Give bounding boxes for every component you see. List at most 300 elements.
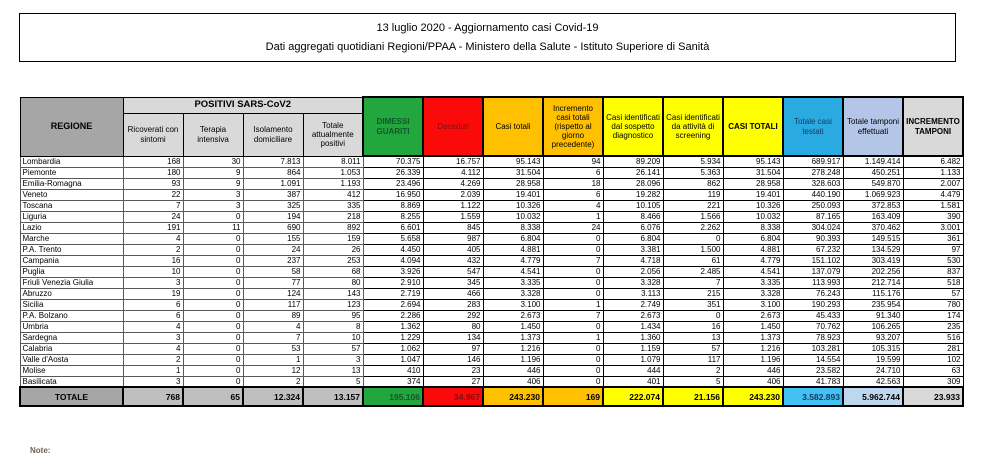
value-cell: 7 [543, 310, 603, 321]
region-row [20, 343, 963, 354]
value-cell: 325 [243, 200, 303, 211]
value-cell: 30 [183, 156, 243, 167]
value-cell: 1.500 [663, 244, 723, 255]
bulletin-subtitle: Dati aggregati quotidiani Regioni/PPAA - Ministero della Salute - Istituto Superiore di Sanità [265, 41, 710, 54]
value-cell: 26.339 [363, 167, 423, 178]
value-cell: 23 [423, 365, 483, 376]
value-cell: 1.122 [423, 200, 483, 211]
value-cell: 3.328 [723, 288, 783, 299]
value-cell: 518 [903, 277, 963, 288]
value-cell: 3.100 [483, 299, 543, 310]
value-cell: 4.479 [903, 189, 963, 200]
value-cell: 90.393 [783, 233, 843, 244]
value-cell: 12.324 [243, 387, 303, 406]
value-cell: 8 [303, 321, 363, 332]
value-cell: 94 [543, 156, 603, 167]
value-cell: 215 [663, 288, 723, 299]
region-row [20, 222, 963, 233]
region-name: Puglia [20, 266, 123, 277]
value-cell: 68 [303, 266, 363, 277]
value-cell: 0 [183, 321, 243, 332]
region-name: Toscana [20, 200, 123, 211]
value-cell: 1.193 [303, 178, 363, 189]
value-cell: 16 [123, 255, 183, 266]
value-cell: 123 [303, 299, 363, 310]
value-cell: 4 [123, 233, 183, 244]
value-cell: 168 [123, 156, 183, 167]
value-cell: 530 [903, 255, 963, 266]
value-cell: 0 [543, 321, 603, 332]
value-cell: 19.599 [843, 354, 903, 365]
value-cell: 6 [543, 189, 603, 200]
value-cell: 2.485 [663, 266, 723, 277]
value-cell: 2.719 [363, 288, 423, 299]
value-cell: 549.870 [843, 178, 903, 189]
region-name: Umbria [20, 321, 123, 332]
header-casi-totali-caps: CASI TOTALI [723, 97, 783, 156]
value-cell: 91.340 [843, 310, 903, 321]
value-cell: 14.554 [783, 354, 843, 365]
value-cell: 845 [423, 222, 483, 233]
value-cell: 0 [183, 343, 243, 354]
value-cell: 134 [423, 332, 483, 343]
value-cell: 13.157 [303, 387, 363, 406]
value-cell: 1.581 [903, 200, 963, 211]
value-cell: 16.757 [423, 156, 483, 167]
value-cell: 2.673 [603, 310, 663, 321]
value-cell: 837 [903, 266, 963, 277]
value-cell: 1.091 [243, 178, 303, 189]
region-name: Calabria [20, 343, 123, 354]
value-cell: 390 [903, 211, 963, 222]
value-cell: 5 [303, 376, 363, 387]
value-cell: 5 [663, 376, 723, 387]
region-name: Sardegna [20, 332, 123, 343]
value-cell: 11 [183, 222, 243, 233]
value-cell: 105.315 [843, 343, 903, 354]
value-cell: 4.094 [363, 255, 423, 266]
value-cell: 235 [903, 321, 963, 332]
value-cell: 93.207 [843, 332, 903, 343]
value-cell: 8.466 [603, 211, 663, 222]
value-cell: 19.401 [483, 189, 543, 200]
value-cell: 3 [123, 376, 183, 387]
value-cell: 4 [243, 321, 303, 332]
value-cell: 387 [243, 189, 303, 200]
value-cell: 27 [423, 376, 483, 387]
value-cell: 70.375 [363, 156, 423, 167]
value-cell: 0 [183, 211, 243, 222]
value-cell: 0 [543, 233, 603, 244]
value-cell: 0 [543, 277, 603, 288]
value-cell: 0 [663, 233, 723, 244]
value-cell: 412 [303, 189, 363, 200]
value-cell: 370.462 [843, 222, 903, 233]
value-cell: 4.541 [723, 266, 783, 277]
region-row [20, 321, 963, 332]
value-cell: 2.262 [663, 222, 723, 233]
value-cell: 1.450 [723, 321, 783, 332]
value-cell: 10.326 [723, 200, 783, 211]
region-row [20, 310, 963, 321]
value-cell: 159 [303, 233, 363, 244]
value-cell: 235.954 [843, 299, 903, 310]
value-cell: 10.326 [483, 200, 543, 211]
region-row [20, 233, 963, 244]
value-cell: 446 [723, 365, 783, 376]
region-row [20, 365, 963, 376]
value-cell: 3.001 [903, 222, 963, 233]
region-row [20, 244, 963, 255]
region-row [20, 332, 963, 343]
value-cell: 31.504 [483, 167, 543, 178]
value-cell: 13 [663, 332, 723, 343]
value-cell: 22 [123, 189, 183, 200]
value-cell: 0 [543, 376, 603, 387]
value-cell: 444 [603, 365, 663, 376]
value-cell: 1.133 [903, 167, 963, 178]
header-totale-casi-testati: Totale casi testati [783, 97, 843, 156]
value-cell: 4 [123, 321, 183, 332]
value-cell: 16.950 [363, 189, 423, 200]
region-name: Valle d'Aosta [20, 354, 123, 365]
value-cell: 95 [303, 310, 363, 321]
value-cell: 7 [663, 277, 723, 288]
value-cell: 10.032 [483, 211, 543, 222]
value-cell: 1.196 [483, 354, 543, 365]
value-cell: 222.074 [603, 387, 663, 406]
value-cell: 0 [183, 332, 243, 343]
value-cell: 8.338 [483, 222, 543, 233]
value-cell: 1.373 [483, 332, 543, 343]
value-cell: 1 [123, 365, 183, 376]
value-cell: 212.714 [843, 277, 903, 288]
value-cell: 4.718 [603, 255, 663, 266]
value-cell: 78.923 [783, 332, 843, 343]
region-name: Marche [20, 233, 123, 244]
value-cell: 6 [123, 310, 183, 321]
value-cell: 63 [903, 365, 963, 376]
header-casi-screening: Casi identificati da attività di screening [663, 97, 723, 156]
region-name: Molise [20, 365, 123, 376]
value-cell: 0 [543, 244, 603, 255]
value-cell: 1 [243, 354, 303, 365]
value-cell: 987 [423, 233, 483, 244]
table-body [20, 156, 963, 406]
header-totale-positivi: Totale attualmente positivi [303, 113, 363, 156]
region-name: Emilia-Romagna [20, 178, 123, 189]
header-isolamento: Isolamento domiciliare [243, 113, 303, 156]
value-cell: 406 [723, 376, 783, 387]
value-cell: 67.232 [783, 244, 843, 255]
value-cell: 1.373 [723, 332, 783, 343]
value-cell: 143 [303, 288, 363, 299]
value-cell: 0 [183, 354, 243, 365]
value-cell: 446 [483, 365, 543, 376]
value-cell: 351 [663, 299, 723, 310]
value-cell: 97 [423, 343, 483, 354]
value-cell: 0 [183, 299, 243, 310]
region-name: Basilicata [20, 376, 123, 387]
value-cell: 4.779 [483, 255, 543, 266]
value-cell: 2.749 [603, 299, 663, 310]
value-cell: 97 [903, 244, 963, 255]
value-cell: 3 [183, 189, 243, 200]
value-cell: 2.694 [363, 299, 423, 310]
value-cell: 1 [543, 332, 603, 343]
value-cell: 89.209 [603, 156, 663, 167]
value-cell: 3 [183, 200, 243, 211]
region-name: Lombardia [20, 156, 123, 167]
value-cell: 892 [303, 222, 363, 233]
header-row-group [20, 97, 963, 113]
value-cell: 103.281 [783, 343, 843, 354]
value-cell: 70.762 [783, 321, 843, 332]
value-cell: 466 [423, 288, 483, 299]
value-cell: 137.079 [783, 266, 843, 277]
value-cell: 195.106 [363, 387, 423, 406]
header-incremento-tamponi: INCREMENTO TAMPONI [903, 97, 963, 156]
value-cell: 4.450 [363, 244, 423, 255]
value-cell: 1.450 [483, 321, 543, 332]
value-cell: 3.328 [603, 277, 663, 288]
value-cell: 45.433 [783, 310, 843, 321]
region-name: Piemonte [20, 167, 123, 178]
region-name: P.A. Trento [20, 244, 123, 255]
value-cell: 31.504 [723, 167, 783, 178]
value-cell: 8.255 [363, 211, 423, 222]
value-cell: 1.216 [723, 343, 783, 354]
value-cell: 5.363 [663, 167, 723, 178]
header-positivi-group: POSITIVI SARS-CoV2 [123, 97, 363, 113]
value-cell: 406 [483, 376, 543, 387]
value-cell: 9 [183, 167, 243, 178]
header-terapia-intensiva: Terapia intensiva [183, 113, 243, 156]
region-row [20, 376, 963, 387]
value-cell: 253 [303, 255, 363, 266]
value-cell: 1.196 [723, 354, 783, 365]
value-cell: 28.958 [483, 178, 543, 189]
header-deceduti: Deceduti [423, 97, 483, 156]
value-cell: 2.673 [483, 310, 543, 321]
value-cell: 7.813 [243, 156, 303, 167]
value-cell: 410 [363, 365, 423, 376]
value-cell: 169 [543, 387, 603, 406]
value-cell: 0 [183, 255, 243, 266]
value-cell: 6 [543, 167, 603, 178]
value-cell: 243.230 [483, 387, 543, 406]
value-cell: 335 [303, 200, 363, 211]
header-totale-tamponi: Totale tamponi effettuati [843, 97, 903, 156]
value-cell: 10 [123, 266, 183, 277]
value-cell: 1 [543, 299, 603, 310]
value-cell: 202.256 [843, 266, 903, 277]
value-cell: 95.143 [483, 156, 543, 167]
value-cell: 80 [303, 277, 363, 288]
region-row [20, 189, 963, 200]
value-cell: 1.047 [363, 354, 423, 365]
value-cell: 292 [423, 310, 483, 321]
bulletin-title: 13 luglio 2020 - Aggiornamento casi Covid-19 [376, 21, 599, 34]
value-cell: 3.328 [483, 288, 543, 299]
value-cell: 780 [903, 299, 963, 310]
value-cell: 24 [243, 244, 303, 255]
region-row [20, 178, 963, 189]
value-cell: 18 [543, 178, 603, 189]
value-cell: 1.053 [303, 167, 363, 178]
region-name: Liguria [20, 211, 123, 222]
value-cell: 19.401 [723, 189, 783, 200]
value-cell: 0 [183, 376, 243, 387]
value-cell: 1.069.923 [843, 189, 903, 200]
value-cell: 87.165 [783, 211, 843, 222]
value-cell: 23.496 [363, 178, 423, 189]
value-cell: 6.804 [603, 233, 663, 244]
value-cell: 134.529 [843, 244, 903, 255]
value-cell: 0 [183, 310, 243, 321]
value-cell: 4.112 [423, 167, 483, 178]
value-cell: 4 [543, 200, 603, 211]
region-row [20, 288, 963, 299]
value-cell: 12 [243, 365, 303, 376]
value-cell: 0 [543, 266, 603, 277]
value-cell: 180 [123, 167, 183, 178]
value-cell: 405 [423, 244, 483, 255]
value-cell: 19.282 [603, 189, 663, 200]
value-cell: 4.541 [483, 266, 543, 277]
value-cell: 283 [423, 299, 483, 310]
region-row [20, 299, 963, 310]
value-cell: 21.156 [663, 387, 723, 406]
value-cell: 7 [543, 255, 603, 266]
value-cell: 218 [303, 211, 363, 222]
value-cell: 61 [663, 255, 723, 266]
value-cell: 57 [663, 343, 723, 354]
value-cell: 28.958 [723, 178, 783, 189]
total-label: TOTALE [20, 387, 123, 406]
region-name: P.A. Bolzano [20, 310, 123, 321]
value-cell: 7 [123, 200, 183, 211]
value-cell: 1.149.414 [843, 156, 903, 167]
value-cell: 1.079 [603, 354, 663, 365]
value-cell: 0 [543, 343, 603, 354]
value-cell: 1.434 [603, 321, 663, 332]
value-cell: 115.176 [843, 288, 903, 299]
value-cell: 0 [663, 310, 723, 321]
value-cell: 23.933 [903, 387, 963, 406]
value-cell: 41.783 [783, 376, 843, 387]
header-regione: REGIONE [20, 97, 123, 156]
value-cell: 1 [543, 211, 603, 222]
value-cell: 6 [123, 299, 183, 310]
value-cell: 42.563 [843, 376, 903, 387]
value-cell: 0 [543, 288, 603, 299]
covid-region-table [19, 96, 964, 407]
value-cell: 345 [423, 277, 483, 288]
value-cell: 3.335 [483, 277, 543, 288]
value-cell: 65 [183, 387, 243, 406]
value-cell: 221 [663, 200, 723, 211]
header-dimessi-guariti: DIMESSI GUARITI [363, 97, 423, 156]
note-label: Note: [30, 446, 51, 455]
value-cell: 7 [243, 332, 303, 343]
value-cell: 1.216 [483, 343, 543, 354]
value-cell: 80 [423, 321, 483, 332]
region-row [20, 354, 963, 365]
value-cell: 864 [243, 167, 303, 178]
value-cell: 26 [303, 244, 363, 255]
value-cell: 432 [423, 255, 483, 266]
value-cell: 0 [183, 233, 243, 244]
value-cell: 862 [663, 178, 723, 189]
value-cell: 24 [543, 222, 603, 233]
value-cell: 516 [903, 332, 963, 343]
value-cell: 2 [243, 376, 303, 387]
value-cell: 24.710 [843, 365, 903, 376]
value-cell: 243.230 [723, 387, 783, 406]
value-cell: 2 [663, 365, 723, 376]
value-cell: 6.601 [363, 222, 423, 233]
value-cell: 2.286 [363, 310, 423, 321]
value-cell: 4.269 [423, 178, 483, 189]
value-cell: 4.881 [723, 244, 783, 255]
value-cell: 2.039 [423, 189, 483, 200]
total-row [20, 387, 963, 406]
value-cell: 6.804 [723, 233, 783, 244]
value-cell: 0 [543, 354, 603, 365]
value-cell: 57 [903, 288, 963, 299]
value-cell: 3 [123, 277, 183, 288]
value-cell: 309 [903, 376, 963, 387]
value-cell: 113.993 [783, 277, 843, 288]
header-ricoverati: Ricoverati con sintomi [123, 113, 183, 156]
value-cell: 8.869 [363, 200, 423, 211]
value-cell: 2.673 [723, 310, 783, 321]
value-cell: 77 [243, 277, 303, 288]
value-cell: 10.105 [603, 200, 663, 211]
region-name: Lazio [20, 222, 123, 233]
region-row [20, 200, 963, 211]
value-cell: 57 [303, 343, 363, 354]
value-cell: 0 [183, 365, 243, 376]
region-name: Veneto [20, 189, 123, 200]
value-cell: 19 [123, 288, 183, 299]
value-cell: 93 [123, 178, 183, 189]
value-cell: 372.853 [843, 200, 903, 211]
value-cell: 6.482 [903, 156, 963, 167]
value-cell: 2 [123, 244, 183, 255]
value-cell: 304.024 [783, 222, 843, 233]
value-cell: 8.338 [723, 222, 783, 233]
value-cell: 1.062 [363, 343, 423, 354]
region-row [20, 255, 963, 266]
region-row [20, 266, 963, 277]
value-cell: 53 [243, 343, 303, 354]
value-cell: 361 [903, 233, 963, 244]
value-cell: 2.007 [903, 178, 963, 189]
value-cell: 174 [903, 310, 963, 321]
value-cell: 155 [243, 233, 303, 244]
value-cell: 4 [123, 343, 183, 354]
value-cell: 689.917 [783, 156, 843, 167]
value-cell: 8.011 [303, 156, 363, 167]
value-cell: 281 [903, 343, 963, 354]
value-cell: 1.159 [603, 343, 663, 354]
value-cell: 3.335 [723, 277, 783, 288]
value-cell: 5.962.744 [843, 387, 903, 406]
value-cell: 5.934 [663, 156, 723, 167]
value-cell: 3.100 [723, 299, 783, 310]
